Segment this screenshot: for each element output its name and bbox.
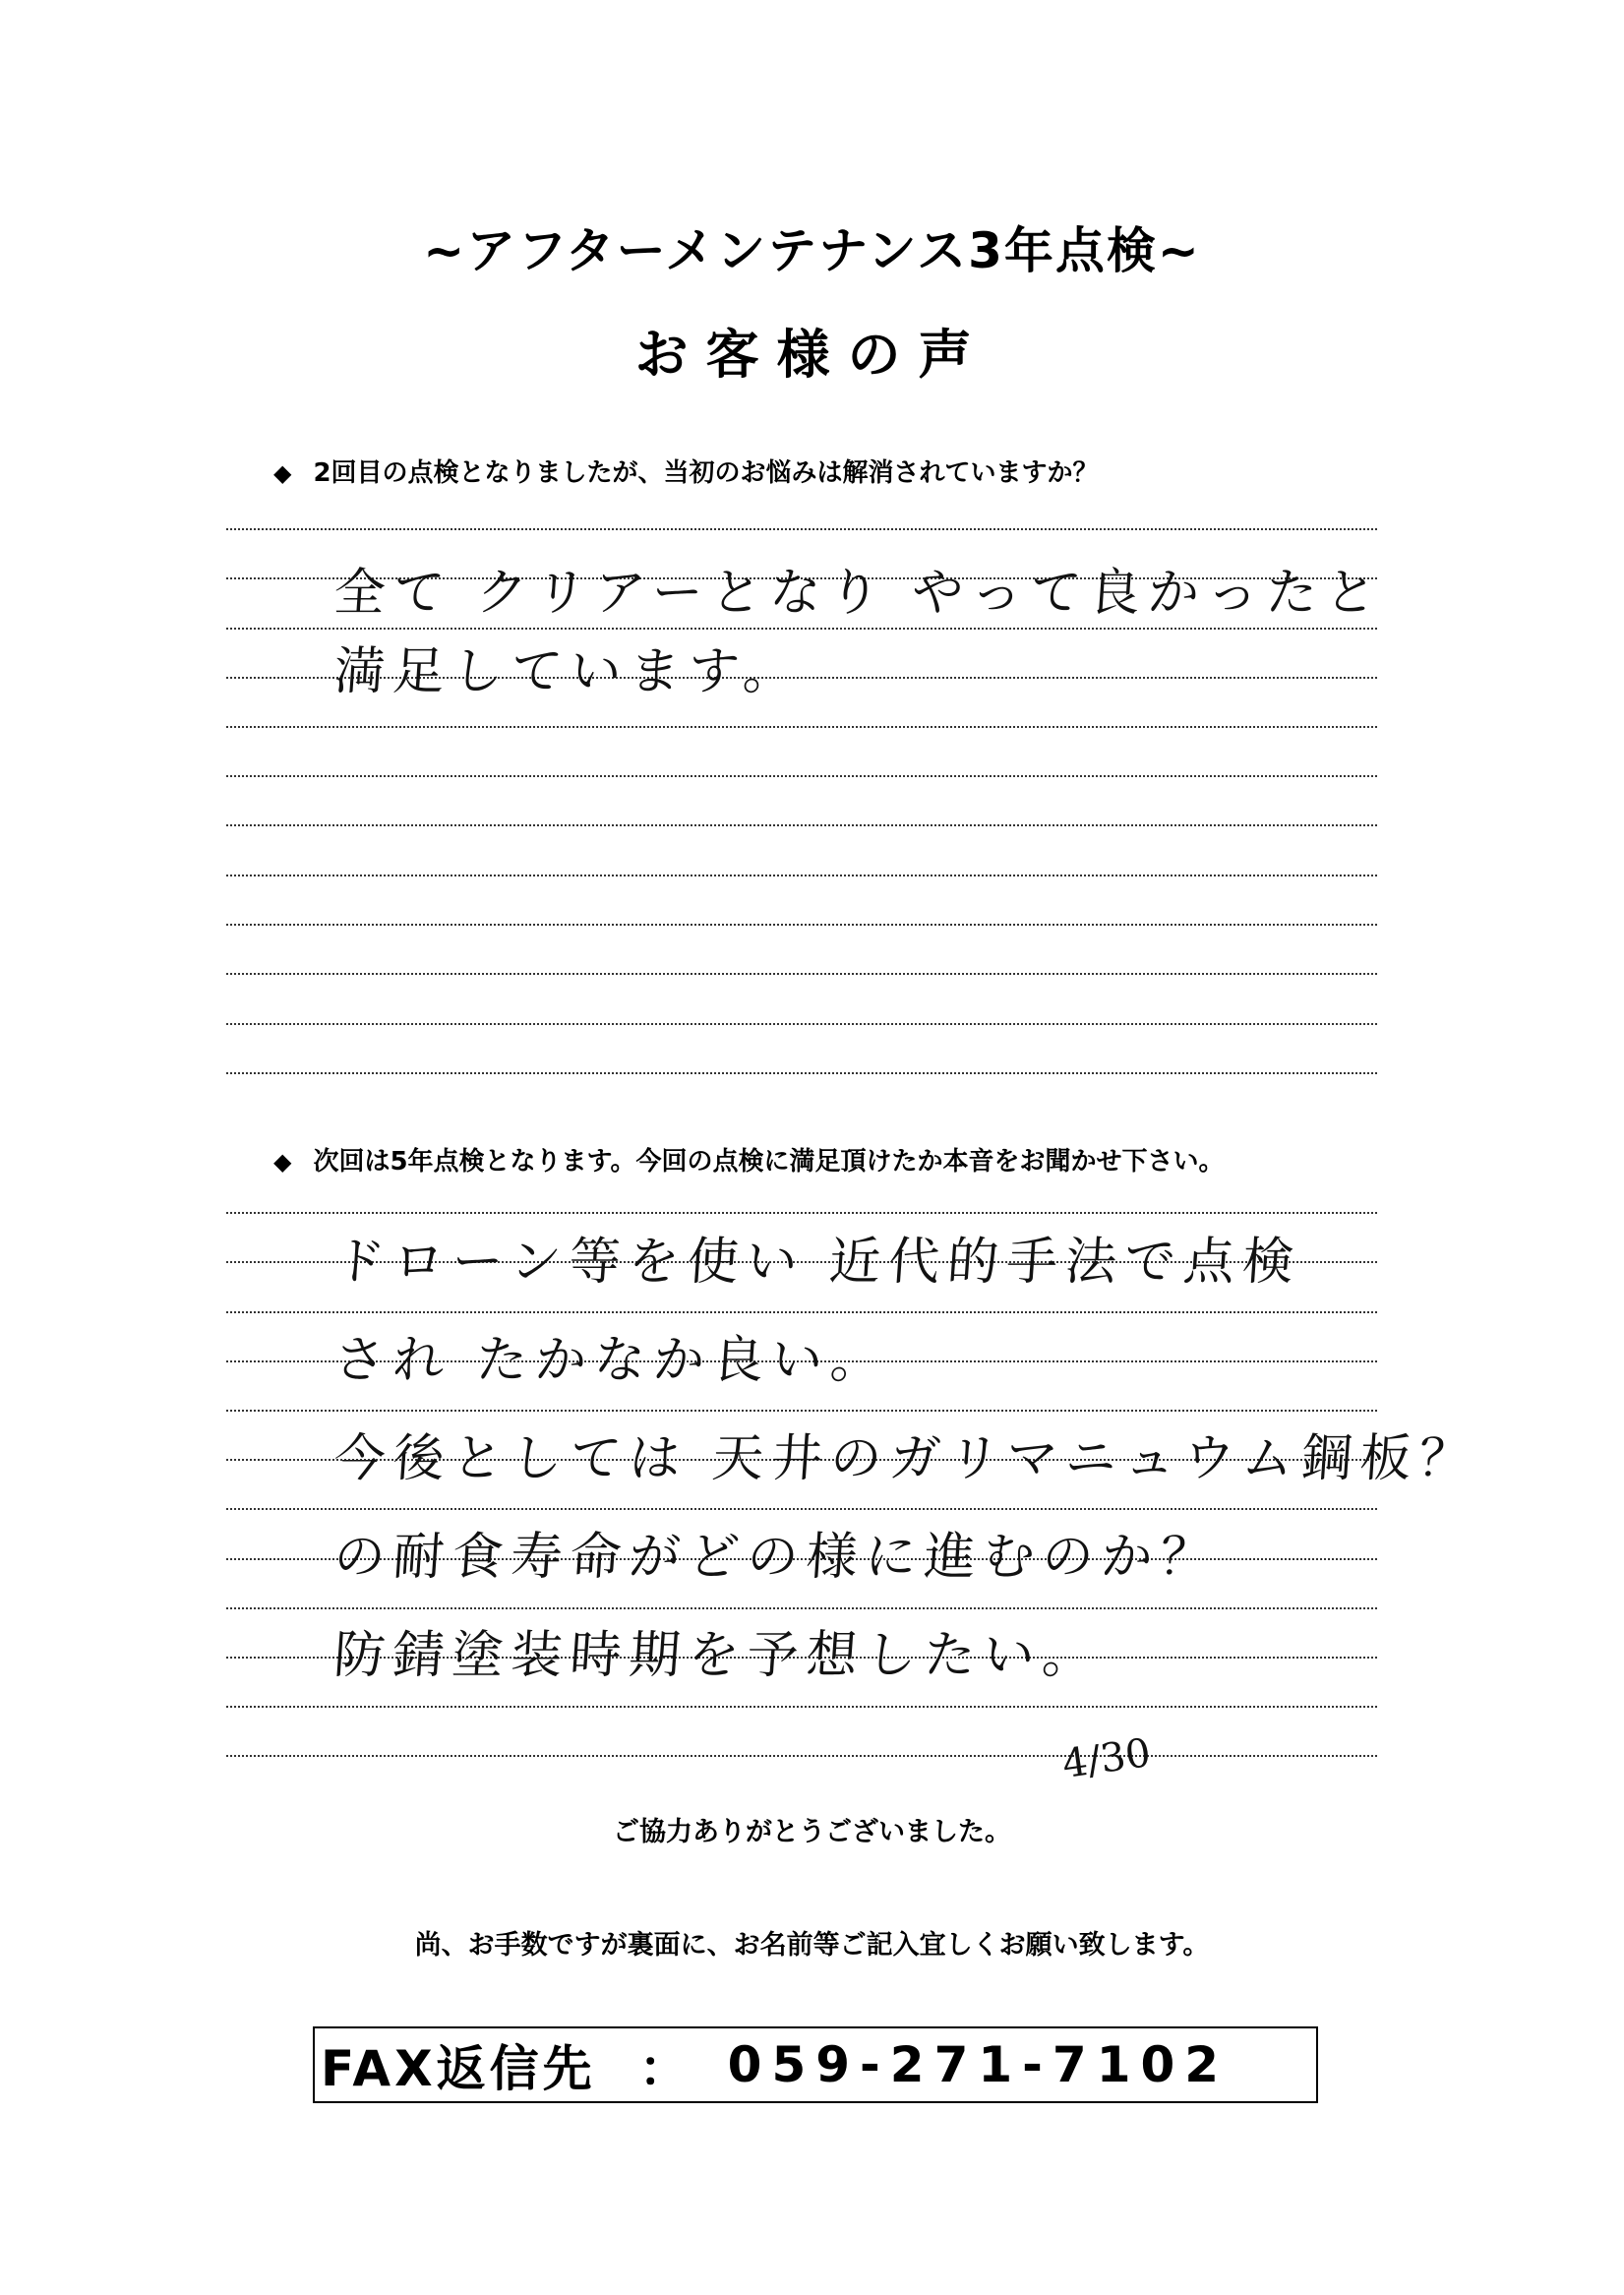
answer-2-line-5: 防錆塗装時期を予想したい。: [331, 1626, 1104, 1685]
ruled-line: [226, 1023, 1377, 1025]
fax-colon: ：: [638, 2040, 689, 2097]
ruled-line: [226, 973, 1377, 975]
form-subtitle: お客様の声: [634, 324, 990, 386]
fax-label: FAX返信先: [321, 2040, 596, 2097]
diamond-bullet-icon: ◆: [273, 1148, 292, 1176]
question-1-text: 2回目の点検となりましたが、当初のお悩みは解消されていますか？: [313, 458, 1099, 488]
ruled-line: [226, 1755, 1377, 1757]
ruled-line: [226, 528, 1377, 530]
fax-number: 059-271-7102: [727, 2036, 1230, 2093]
answer-2-line-3: 今後としては 天井のガリマニュウム鋼板？: [331, 1429, 1480, 1488]
handwritten-date: 4/30: [1059, 1729, 1154, 1788]
answer-1-line-2: 満足しています。: [331, 642, 805, 701]
ruled-line: [226, 1706, 1377, 1708]
ruled-line: [226, 824, 1377, 826]
answer-1-line-1: 全て クリアーとなり やって良かったと: [331, 564, 1387, 623]
fax-return-box: [313, 2026, 1318, 2103]
form-title: ~アフターメンテナンス3年点検~: [423, 222, 1201, 279]
ruled-line: [226, 1410, 1377, 1412]
diamond-bullet-icon: ◆: [273, 459, 292, 487]
answer-2-line-1: ドローン等を使い 近代的手法で点検: [331, 1233, 1304, 1292]
answer-2-line-4: の耐食寿命がどの様に進むのか？: [331, 1528, 1222, 1587]
question-2: [273, 1141, 1224, 1178]
ruled-line: [226, 775, 1377, 777]
ruled-line: [226, 1508, 1377, 1510]
answer-2-line-2: され たかなか良い。: [331, 1331, 892, 1390]
thanks-message: ご協力ありがとうございました。: [613, 1817, 1011, 1847]
ruled-line: [226, 1212, 1377, 1214]
ruled-line: [226, 726, 1377, 728]
question-2-text: 次回は5年点検となります。今回の点検に満足頂けたか本音をお聞かせ下さい。: [313, 1147, 1225, 1177]
ruled-line: [226, 1607, 1377, 1609]
ruled-line: [226, 1072, 1377, 1074]
ruled-line: [226, 924, 1377, 926]
ruled-line: [226, 875, 1377, 876]
question-1: [273, 453, 1099, 489]
ruled-line: [226, 1311, 1377, 1313]
request-note: 尚、お手数ですが裏面に、お名前等ご記入宜しくお願い致します。: [414, 1930, 1210, 1961]
